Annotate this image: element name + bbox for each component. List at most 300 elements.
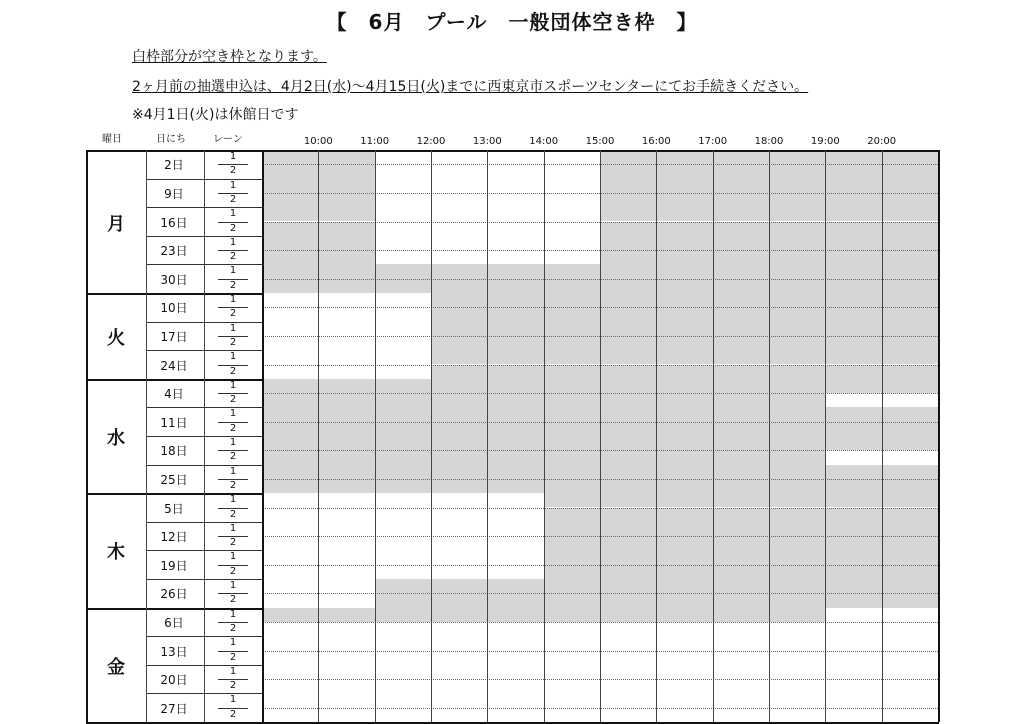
free-slot	[318, 593, 374, 607]
occupied-slot	[656, 522, 712, 536]
free-slot	[487, 622, 543, 636]
occupied-slot	[656, 336, 712, 350]
occupied-slot	[544, 565, 600, 579]
occupied-slot	[318, 379, 374, 393]
occupied-slot	[769, 307, 825, 321]
occupied-slot	[656, 322, 712, 336]
occupied-slot	[262, 379, 318, 393]
occupied-slot	[487, 322, 543, 336]
hour-label: 13:00	[472, 136, 502, 147]
lane-label: 2	[229, 622, 237, 634]
free-slot	[262, 293, 318, 307]
free-slot	[318, 550, 374, 564]
occupied-slot	[882, 508, 938, 522]
occupied-slot	[713, 365, 769, 379]
occupied-slot	[656, 222, 712, 236]
occupied-slot	[825, 436, 881, 450]
hour-label: 17:00	[698, 136, 728, 147]
occupied-slot	[769, 450, 825, 464]
occupied-slot	[769, 322, 825, 336]
occupied-slot	[825, 479, 881, 493]
free-slot	[600, 651, 656, 665]
free-slot	[882, 693, 938, 707]
occupied-slot	[600, 579, 656, 593]
occupied-slot	[769, 336, 825, 350]
hour-label: 20:00	[867, 136, 897, 147]
grid-right-border	[938, 150, 940, 722]
occupied-slot	[656, 393, 712, 407]
free-slot	[375, 236, 431, 250]
free-slot	[882, 708, 938, 722]
free-slot	[431, 179, 487, 193]
occupied-slot	[656, 293, 712, 307]
occupied-slot	[713, 150, 769, 164]
free-slot	[656, 665, 712, 679]
occupied-slot	[262, 264, 318, 278]
occupied-slot	[713, 450, 769, 464]
lane-label: 2	[229, 508, 237, 520]
lane-label: 2	[229, 537, 237, 549]
occupied-slot	[544, 536, 600, 550]
occupied-slot	[656, 407, 712, 421]
free-slot	[487, 522, 543, 536]
free-slot	[375, 150, 431, 164]
lane-label: 2	[229, 594, 237, 606]
free-slot	[487, 508, 543, 522]
occupied-slot	[431, 293, 487, 307]
dow-label: 月	[107, 213, 125, 235]
free-slot	[431, 236, 487, 250]
occupied-slot	[431, 322, 487, 336]
lane-label: 2	[229, 680, 237, 692]
occupied-slot	[487, 393, 543, 407]
occupied-slot	[882, 150, 938, 164]
lane-label: 2	[229, 308, 237, 320]
occupied-slot	[825, 293, 881, 307]
occupied-slot	[882, 250, 938, 264]
free-slot	[262, 307, 318, 321]
lane-label: 1	[229, 637, 237, 649]
occupied-slot	[656, 264, 712, 278]
free-slot	[318, 350, 374, 364]
occupied-slot	[544, 350, 600, 364]
free-slot	[431, 164, 487, 178]
occupied-slot	[769, 365, 825, 379]
occupied-slot	[769, 250, 825, 264]
free-slot	[487, 493, 543, 507]
occupied-slot	[882, 293, 938, 307]
free-slot	[487, 636, 543, 650]
hour-label: 19:00	[810, 136, 840, 147]
free-slot	[769, 693, 825, 707]
occupied-slot	[262, 250, 318, 264]
free-slot	[544, 150, 600, 164]
free-slot	[431, 665, 487, 679]
occupied-slot	[544, 493, 600, 507]
free-slot	[318, 536, 374, 550]
occupied-slot	[431, 379, 487, 393]
occupied-slot	[318, 436, 374, 450]
occupied-slot	[487, 579, 543, 593]
free-slot	[544, 679, 600, 693]
occupied-slot	[600, 222, 656, 236]
occupied-slot	[431, 393, 487, 407]
free-slot	[375, 665, 431, 679]
occupied-slot	[656, 550, 712, 564]
occupied-slot	[262, 236, 318, 250]
occupied-slot	[656, 565, 712, 579]
free-slot	[544, 222, 600, 236]
slot-divider	[882, 150, 883, 722]
occupied-slot	[262, 393, 318, 407]
lane-label: 2	[229, 565, 237, 577]
occupied-slot	[431, 264, 487, 278]
occupied-slot	[825, 250, 881, 264]
occupied-slot	[656, 350, 712, 364]
date-label: 23日	[160, 244, 188, 259]
occupied-slot	[656, 608, 712, 622]
occupied-slot	[262, 479, 318, 493]
free-slot	[262, 508, 318, 522]
occupied-slot	[882, 422, 938, 436]
occupied-slot	[262, 222, 318, 236]
free-slot	[600, 636, 656, 650]
occupied-slot	[882, 379, 938, 393]
occupied-slot	[713, 179, 769, 193]
free-slot	[431, 651, 487, 665]
lane-label: 2	[229, 193, 237, 205]
occupied-slot	[431, 279, 487, 293]
free-slot	[431, 522, 487, 536]
free-slot	[431, 493, 487, 507]
page-title: 【 6月 プール 一般団体空き枠 】	[326, 10, 698, 34]
occupied-slot	[487, 293, 543, 307]
occupied-slot	[487, 379, 543, 393]
free-slot	[431, 193, 487, 207]
occupied-slot	[769, 593, 825, 607]
occupied-slot	[487, 350, 543, 364]
occupied-slot	[825, 522, 881, 536]
occupied-slot	[825, 264, 881, 278]
occupied-slot	[656, 307, 712, 321]
occupied-slot	[544, 479, 600, 493]
occupied-slot	[769, 150, 825, 164]
date-label: 20日	[160, 673, 188, 688]
occupied-slot	[769, 193, 825, 207]
occupied-slot	[713, 593, 769, 607]
lane-label: 2	[229, 422, 237, 434]
occupied-slot	[262, 207, 318, 221]
occupied-slot	[600, 422, 656, 436]
date-label: 4日	[164, 387, 184, 402]
occupied-slot	[713, 422, 769, 436]
slot-divider	[375, 150, 376, 722]
occupied-slot	[600, 293, 656, 307]
free-slot	[544, 636, 600, 650]
lane-label: 2	[229, 479, 237, 491]
occupied-slot	[544, 322, 600, 336]
lane-label: 1	[229, 494, 237, 506]
date-label: 9日	[164, 186, 184, 201]
free-slot	[431, 536, 487, 550]
free-slot	[769, 622, 825, 636]
occupied-slot	[487, 279, 543, 293]
occupied-slot	[769, 279, 825, 293]
free-slot	[318, 665, 374, 679]
free-slot	[487, 222, 543, 236]
free-slot	[600, 679, 656, 693]
occupied-slot	[431, 450, 487, 464]
free-slot	[544, 651, 600, 665]
occupied-slot	[656, 179, 712, 193]
dow-label: 木	[107, 542, 125, 564]
occupied-slot	[487, 479, 543, 493]
occupied-slot	[656, 422, 712, 436]
free-slot	[769, 651, 825, 665]
occupied-slot	[769, 508, 825, 522]
free-slot	[318, 522, 374, 536]
occupied-slot	[713, 493, 769, 507]
occupied-slot	[882, 279, 938, 293]
occupied-slot	[713, 379, 769, 393]
occupied-slot	[656, 436, 712, 450]
occupied-slot	[487, 593, 543, 607]
slot-divider	[318, 150, 319, 722]
occupied-slot	[262, 465, 318, 479]
free-slot	[825, 693, 881, 707]
occupied-slot	[375, 450, 431, 464]
occupied-slot	[769, 407, 825, 421]
occupied-slot	[769, 393, 825, 407]
occupied-slot	[375, 407, 431, 421]
lane-label: 2	[229, 279, 237, 291]
occupied-slot	[600, 493, 656, 507]
occupied-slot	[882, 479, 938, 493]
free-slot	[431, 150, 487, 164]
slot-divider	[544, 150, 545, 722]
free-slot	[318, 679, 374, 693]
occupied-slot	[825, 565, 881, 579]
free-slot	[882, 679, 938, 693]
occupied-slot	[600, 307, 656, 321]
free-slot	[713, 679, 769, 693]
occupied-slot	[713, 393, 769, 407]
occupied-slot	[882, 365, 938, 379]
free-slot	[825, 708, 881, 722]
free-slot	[825, 450, 881, 464]
free-slot	[825, 393, 881, 407]
occupied-slot	[262, 193, 318, 207]
slot-divider	[769, 150, 770, 722]
occupied-slot	[544, 365, 600, 379]
occupied-slot	[825, 508, 881, 522]
occupied-slot	[431, 336, 487, 350]
occupied-slot	[262, 608, 318, 622]
free-slot	[375, 522, 431, 536]
free-slot	[262, 365, 318, 379]
occupied-slot	[825, 579, 881, 593]
occupied-slot	[769, 536, 825, 550]
lane-label: 1	[229, 551, 237, 563]
occupied-slot	[431, 608, 487, 622]
occupied-slot	[600, 479, 656, 493]
free-slot	[431, 222, 487, 236]
occupied-slot	[713, 536, 769, 550]
occupied-slot	[656, 479, 712, 493]
free-slot	[262, 350, 318, 364]
occupied-slot	[262, 422, 318, 436]
occupied-slot	[769, 493, 825, 507]
free-slot	[431, 679, 487, 693]
free-slot	[431, 693, 487, 707]
occupied-slot	[656, 593, 712, 607]
free-slot	[375, 350, 431, 364]
free-slot	[487, 708, 543, 722]
occupied-slot	[713, 407, 769, 421]
lane-label: 1	[229, 322, 237, 334]
hour-label: 18:00	[754, 136, 784, 147]
occupied-slot	[769, 608, 825, 622]
occupied-slot	[713, 522, 769, 536]
occupied-slot	[713, 264, 769, 278]
free-slot	[431, 622, 487, 636]
occupied-slot	[600, 508, 656, 522]
free-slot	[487, 250, 543, 264]
free-slot	[375, 164, 431, 178]
occupied-slot	[487, 465, 543, 479]
occupied-slot	[600, 550, 656, 564]
occupied-slot	[882, 207, 938, 221]
occupied-slot	[769, 465, 825, 479]
occupied-slot	[431, 436, 487, 450]
free-slot	[318, 579, 374, 593]
occupied-slot	[600, 465, 656, 479]
occupied-slot	[825, 465, 881, 479]
occupied-slot	[713, 579, 769, 593]
free-slot	[375, 207, 431, 221]
occupied-slot	[375, 279, 431, 293]
occupied-slot	[825, 593, 881, 607]
occupied-slot	[825, 279, 881, 293]
date-label: 16日	[160, 215, 188, 230]
occupied-slot	[656, 536, 712, 550]
occupied-slot	[544, 522, 600, 536]
occupied-slot	[544, 608, 600, 622]
lane-label: 1	[229, 351, 237, 363]
occupied-slot	[318, 250, 374, 264]
occupied-slot	[769, 379, 825, 393]
dow-label: 水	[107, 428, 125, 449]
date-label: 13日	[160, 644, 188, 659]
occupied-slot	[825, 422, 881, 436]
occupied-slot	[882, 222, 938, 236]
date-label: 24日	[160, 358, 188, 373]
free-slot	[431, 565, 487, 579]
dow-label: 火	[107, 327, 125, 349]
free-slot	[544, 665, 600, 679]
free-slot	[375, 222, 431, 236]
occupied-slot	[769, 350, 825, 364]
occupied-slot	[487, 450, 543, 464]
date-label: 30日	[160, 272, 188, 287]
hour-label: 14:00	[529, 136, 559, 147]
free-slot	[544, 164, 600, 178]
free-slot	[769, 679, 825, 693]
free-slot	[544, 236, 600, 250]
free-slot	[487, 679, 543, 693]
free-slot	[882, 393, 938, 407]
lane-label: 1	[229, 580, 237, 591]
occupied-slot	[318, 222, 374, 236]
free-slot	[882, 651, 938, 665]
free-slot	[262, 493, 318, 507]
occupied-slot	[600, 407, 656, 421]
free-slot	[318, 508, 374, 522]
occupied-slot	[713, 608, 769, 622]
occupied-slot	[262, 436, 318, 450]
occupied-slot	[769, 479, 825, 493]
occupied-slot	[656, 250, 712, 264]
occupied-slot	[656, 579, 712, 593]
free-slot	[375, 493, 431, 507]
occupied-slot	[882, 436, 938, 450]
occupied-slot	[825, 150, 881, 164]
free-slot	[487, 236, 543, 250]
occupied-slot	[825, 493, 881, 507]
lane-label: 2	[229, 165, 237, 177]
free-slot	[544, 207, 600, 221]
free-slot	[600, 708, 656, 722]
occupied-slot	[431, 365, 487, 379]
free-slot	[375, 293, 431, 307]
free-slot	[375, 336, 431, 350]
free-slot	[318, 293, 374, 307]
free-slot	[375, 250, 431, 264]
free-slot	[318, 565, 374, 579]
free-slot	[882, 665, 938, 679]
free-slot	[544, 179, 600, 193]
occupied-slot	[262, 279, 318, 293]
occupied-slot	[769, 179, 825, 193]
slot-divider	[825, 150, 826, 722]
free-slot	[487, 693, 543, 707]
occupied-slot	[544, 422, 600, 436]
free-slot	[262, 536, 318, 550]
free-slot	[431, 636, 487, 650]
occupied-slot	[656, 465, 712, 479]
occupied-slot	[600, 207, 656, 221]
free-slot	[713, 622, 769, 636]
occupied-slot	[769, 236, 825, 250]
lane-column-divider	[262, 150, 264, 722]
header-lane: レーン	[213, 134, 243, 145]
date-label: 18日	[160, 444, 188, 459]
occupied-slot	[882, 264, 938, 278]
free-slot	[600, 622, 656, 636]
free-slot	[318, 651, 374, 665]
free-slot	[487, 207, 543, 221]
free-slot	[825, 636, 881, 650]
free-slot	[318, 493, 374, 507]
occupied-slot	[600, 264, 656, 278]
occupied-slot	[769, 550, 825, 564]
free-slot	[318, 365, 374, 379]
free-slot	[825, 608, 881, 622]
occupied-slot	[600, 350, 656, 364]
occupied-slot	[882, 322, 938, 336]
occupied-slot	[713, 236, 769, 250]
free-slot	[375, 708, 431, 722]
